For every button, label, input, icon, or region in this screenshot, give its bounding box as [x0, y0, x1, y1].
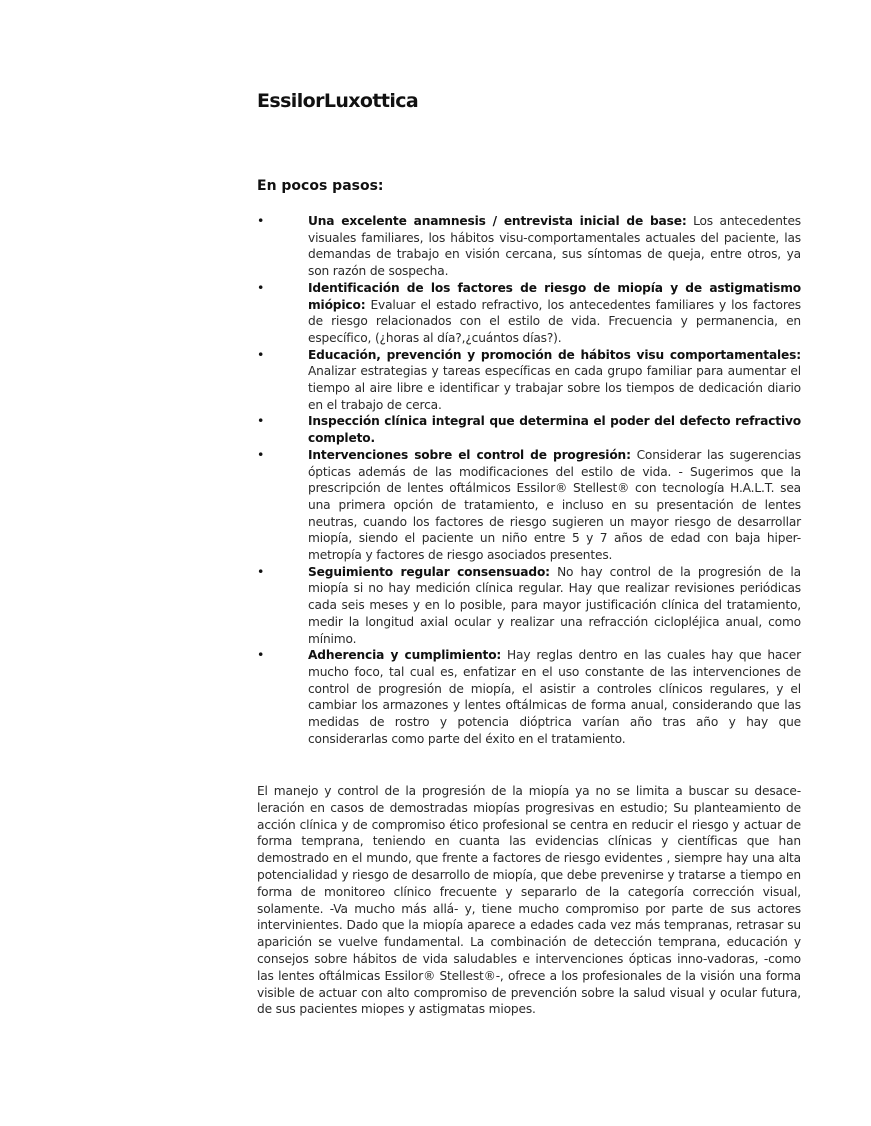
step-item	[257, 413, 801, 446]
step-text: No hay control de la progresión de la miopía si no hay medición clínica regular. Hay que realizar revisiones periódicas cada seis meses y en lo posible, para mayor justificación clínica del tratamiento, medir la longitud axial ocular y realizar una refracción ciclopléjica anual, como mínimo.	[308, 564, 801, 646]
bullet-icon: •	[257, 563, 265, 579]
step-item	[257, 347, 801, 414]
bullet-icon: •	[257, 279, 265, 295]
step-text: Hay reglas dentro en las cuales hay que hacer mucho foco, tal cual es, enfatizar en el uso constante de las intervenciones de control de progresión de miopía, el asistir a controles clínicos regulares, y el cambiar los armazones y lentes oftálmicas de forma anual, considerando que las medidas de rostro y potencia dióptrica varían año tras año y hay que considerarlas como parte del éxito en el tratamiento.	[308, 648, 802, 746]
step-title: Inspección clínica integral que determina el poder del defecto refractivo completo.	[308, 414, 801, 446]
step-title: Educación, prevención y promoción de hábitos visu comportamentales:	[308, 347, 801, 362]
step-title: Identificación de los factores de riesgo de miopía y de astigmatismo miópico:	[308, 280, 801, 312]
step-text: Los antecedentes visuales familiares, los hábitos visu-comportamentales actuales del paciente, las demandas de trabajo en visión cercana, sus síntomas de queja, entre otros, ya son razón de sospecha.	[308, 214, 801, 279]
bullet-icon: •	[257, 446, 265, 462]
bullet-icon: •	[257, 647, 265, 663]
step-title: Adherencia y cumplimiento:	[308, 648, 502, 663]
section-heading: En pocos pasos:	[257, 178, 384, 194]
closing-paragraph: El manejo y control de la progresión de la miopía ya no se limita a buscar su desace-leración en casos de demostradas miopías progresivas en estudio; Su planteamiento de acción clínica y de compromiso ético profesional se centra en reducir el riesgo y actuar de forma temprana, teniendo en cuanta las evidencias clínicas y científicas que han demostrado en el mundo, que frente a factores de riesgo evidentes , siempre hay una alta potencialidad y riesgo de desarrollo de miopía, que debe prevenirse y tratarse a tiempo en forma de monitoreo clínico frecuente y separarlo de la categoría corrección visual, solamente. -Va mucho más allá- y, tiene mucho compromiso por parte de sus actores intervinientes. Dado que la miopía aparece a edades cada vez más tempranas, retrasar su aparición se vuelve fundamental. La combinación de detección temprana, educación y consejos sobre hábitos de vida saludables e intervenciones ópticas inno-vadoras, -como las lentes oftálmicas Essilor® Stellest®-, ofrece a los profesionales de la visión una forma visible de actuar con alto compromiso de prevención sobre la salud visual y ocular futura, de sus pacientes miopes y astigmatas miopes.	[257, 784, 801, 1017]
step-title: Seguimiento regular consensuado:	[308, 564, 550, 579]
step-text: Evaluar el estado refractivo, los antecedentes familiares y los factores de riesgo relacionados con el estilo de vida. Frecuencia y permanencia, en específico, (¿horas al día?,¿cuántos días?).	[308, 297, 801, 345]
steps-list	[257, 213, 801, 748]
step-text: Considerar las sugerencias ópticas además de las modificaciones del estilo de vida. - Sugerimos que la prescripción de lentes oftálmicos Essilor® Stellest® con tecnología H.A.L.T. sea una primera opción de tratamiento, e incluso en su presentación de lentes neutras, cuando los factores de riesgo sugieren un mayor riesgo de desarrollar miopía, siendo el paciente un niño entre 5 y 7 años de edad con baja hiper-metropía y factores de riesgo asociados presentes.	[308, 447, 801, 563]
step-item	[257, 213, 801, 280]
bullet-icon: •	[257, 213, 265, 228]
step-item	[257, 280, 801, 347]
step-title: Intervenciones sobre el control de progresión:	[308, 447, 631, 462]
step-item	[257, 564, 801, 648]
bullet-icon: •	[257, 346, 265, 362]
step-text: Analizar estrategias y tareas específicas en cada grupo familiar para aumentar el tiempo al aire libre e identificar y trabajar sobre los tiempos de dedicación diario en el trabajo de cerca.	[308, 364, 801, 412]
step-item	[257, 447, 801, 564]
step-item	[257, 647, 801, 747]
brand-name: EssilorLuxottica	[257, 90, 419, 112]
bullet-icon: •	[257, 413, 265, 429]
step-title: Una excelente anamnesis / entrevista inicial de base:	[308, 214, 687, 228]
